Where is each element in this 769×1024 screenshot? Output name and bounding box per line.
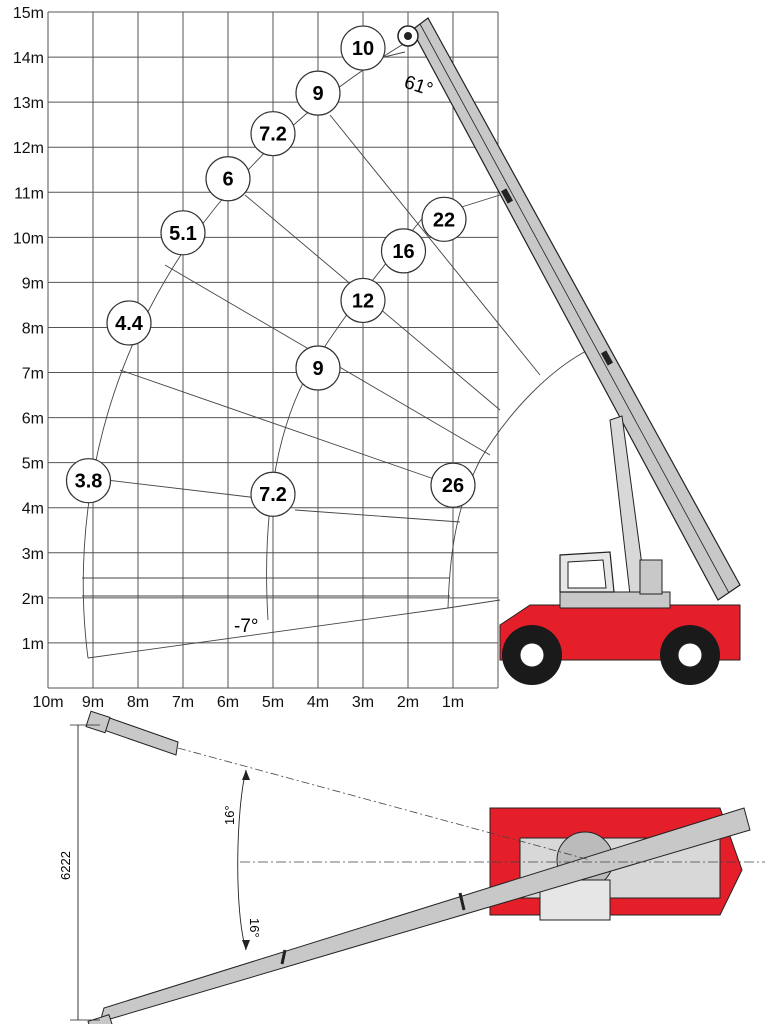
x-tick-label: 9m (81, 694, 105, 711)
top-boom-head-upper (86, 711, 110, 732)
outer-range-arc (83, 40, 410, 658)
y-axis-labels (13, 5, 44, 653)
arc-arrow (242, 770, 250, 780)
load-bubble (341, 278, 385, 322)
y-tick-label: 12m (12, 140, 44, 158)
bubble-value: 10 (351, 38, 375, 61)
bubble-value: 26 (441, 475, 465, 498)
load-bubble (422, 197, 466, 241)
bubble-value: 12 (351, 290, 375, 313)
bubble-value: 5.1 (169, 222, 197, 245)
x-tick-label: 7m (171, 694, 195, 711)
y-tick-label: 5m (21, 455, 44, 473)
upper-swing-angle: 16° (222, 805, 237, 825)
bubble-value: 16 (392, 240, 415, 263)
load-bubble (341, 26, 385, 70)
y-tick-label: 11m (14, 185, 44, 203)
load-bubble (67, 459, 111, 503)
bubble-value: 4.4 (115, 312, 143, 335)
load-bubble (431, 463, 475, 507)
bubble-value: 9 (312, 358, 324, 381)
load-bubble (107, 301, 151, 345)
min-angle-line-ext (448, 600, 500, 608)
front-wheel-hub (520, 643, 544, 667)
load-bubble (161, 211, 205, 255)
load-bubble (251, 112, 295, 156)
load-bubble (296, 346, 340, 390)
x-tick-label: 2m (396, 694, 420, 711)
y-tick-label: 2m (21, 590, 44, 608)
telescopic-boom (412, 18, 740, 600)
load-bubble (382, 229, 426, 273)
y-tick-label: 10m (12, 230, 44, 248)
load-bubble (251, 472, 295, 516)
load-bubble (296, 71, 340, 115)
y-tick-label: 3m (21, 545, 44, 563)
y-tick-label: 8m (21, 320, 44, 338)
dimension-value: 6222 (58, 851, 73, 880)
radial-line-4 (330, 115, 540, 375)
min-angle-label: -7° (234, 616, 259, 637)
radial-line-1 (120, 370, 460, 488)
radial-line-6 (295, 510, 460, 522)
load-bubbles (67, 26, 476, 516)
bubble-value: 6 (222, 168, 234, 191)
y-tick-label: 1m (21, 635, 44, 653)
x-tick-label: 8m (126, 694, 150, 711)
x-tick-label: 4m (306, 694, 330, 711)
swing-angle-arc (238, 770, 246, 950)
bubble-value: 22 (432, 209, 456, 232)
y-tick-label: 7m (21, 365, 44, 383)
x-tick-label: 1m (441, 694, 465, 711)
bubble-value: 9 (312, 83, 324, 106)
lower-swing-angle: 16° (247, 918, 262, 938)
max-angle-label: 61° (401, 71, 436, 101)
bubble-value: 7.2 (259, 484, 287, 507)
load-bubble (206, 157, 250, 201)
y-tick-label: 13m (12, 95, 44, 113)
rear-wheel-hub (678, 643, 702, 667)
x-tick-label: 5m (261, 694, 285, 711)
x-tick-label: 6m (216, 694, 240, 711)
crane-top-view (58, 711, 765, 1024)
range-curves (82, 40, 588, 658)
y-tick-label: 9m (21, 275, 44, 293)
y-tick-label: 15m (12, 5, 44, 22)
x-axis-labels (32, 694, 464, 711)
bubble-value: 7.2 (259, 123, 287, 146)
arc-arrow (242, 940, 250, 950)
hook-pin (404, 32, 412, 40)
bubble-value: 3.8 (74, 470, 103, 493)
top-boom-upper (98, 716, 178, 755)
y-tick-label: 14m (12, 50, 44, 68)
x-tick-label: 10m (32, 694, 64, 711)
x-tick-label: 3m (351, 694, 375, 711)
y-tick-label: 6m (21, 410, 44, 428)
cab-window (568, 560, 606, 588)
engine-housing (640, 560, 662, 594)
y-tick-label: 4m (21, 500, 44, 518)
